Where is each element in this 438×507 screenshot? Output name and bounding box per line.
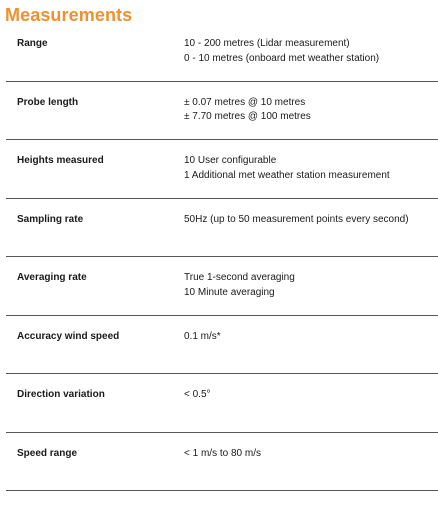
spec-value: 10 Minute averaging (184, 286, 275, 298)
spec-values (184, 96, 311, 125)
spec-label: Heights measured (17, 155, 104, 166)
spec-value: 0.1 m/s* (184, 330, 221, 342)
spec-values (184, 154, 390, 183)
spec-value: ± 7.70 metres @ 100 metres (184, 111, 311, 122)
spec-values (184, 447, 261, 462)
spec-value: 10 User configurable (184, 155, 277, 166)
spec-values (184, 330, 221, 345)
spec-row-probe-length (6, 82, 438, 141)
spec-row-heights-measured (6, 140, 438, 199)
spec-values (184, 37, 379, 66)
spec-row-speed-range (6, 433, 438, 492)
spec-row-sampling-rate (6, 199, 438, 258)
spec-row-averaging-rate (6, 257, 438, 316)
section-title: Measurements (5, 5, 133, 25)
spec-value: True 1-second averaging (184, 272, 295, 283)
spec-row-accuracy-wind-speed (6, 316, 438, 375)
spec-label: Sampling rate (17, 213, 84, 225)
spec-value: < 1 m/s to 80 m/s (184, 447, 261, 459)
spec-label: Accuracy wind speed (17, 330, 120, 342)
spec-value: 0 - 10 metres (onboard met weather station) (184, 52, 380, 64)
spec-values (184, 271, 295, 300)
spec-value: 50Hz (up to 50 measurement points every second) (184, 213, 409, 225)
spec-label: Range (17, 38, 48, 49)
spec-label: Probe length (17, 96, 79, 108)
spec-value: ± 0.07 metres @ 10 metres (184, 96, 306, 108)
spec-row-range (6, 23, 438, 82)
spec-value: 1 Additional met weather station measurement (184, 169, 390, 181)
spec-label: Averaging rate (17, 272, 87, 283)
spec-label: Speed range (17, 447, 78, 459)
spec-values (184, 213, 409, 228)
spec-label: Direction variation (17, 389, 105, 400)
spec-value: 10 - 200 metres (Lidar measurement) (184, 38, 350, 49)
spec-row-direction-variation (6, 374, 438, 433)
spec-value: < 0.5° (184, 389, 211, 400)
specs-table (6, 23, 438, 491)
spec-values (184, 388, 211, 403)
